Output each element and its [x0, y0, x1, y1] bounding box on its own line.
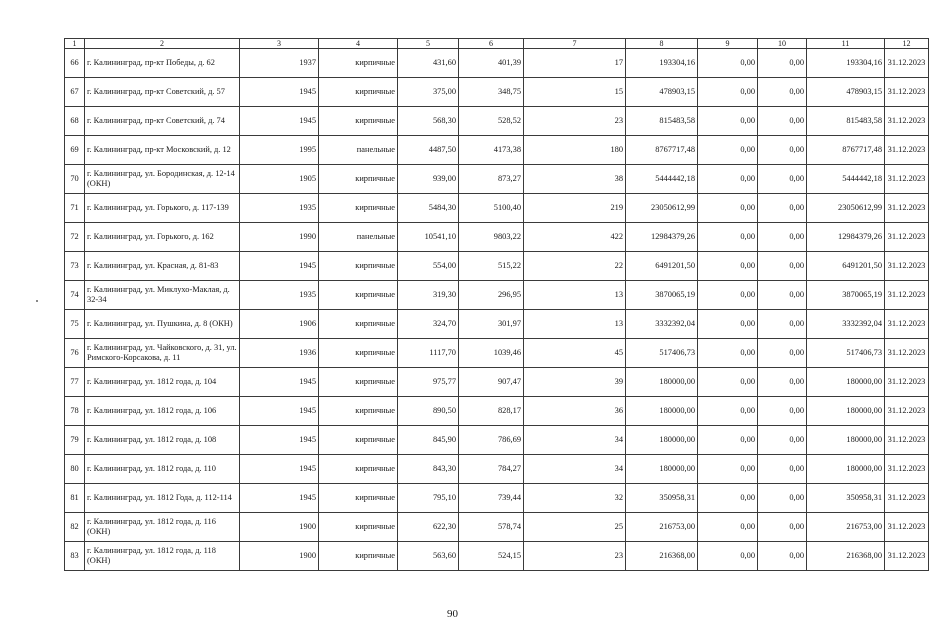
cost-total-cell: 216753,00: [626, 513, 698, 542]
cost-col11-cell: 23050612,99: [807, 194, 885, 223]
address-cell: г. Калининград, ул. 1812 года, д. 118 (ОКН): [85, 542, 240, 571]
total-area-cell: 939,00: [398, 165, 459, 194]
year-built-cell: 1945: [240, 397, 319, 426]
residents-count-cell: 22: [524, 252, 626, 281]
row-number: 72: [65, 223, 85, 252]
row-number: 80: [65, 455, 85, 484]
cost-col9-cell: 0,00: [698, 49, 758, 78]
address-cell: г. Калининград, ул. Горького, д. 162: [85, 223, 240, 252]
cost-total-cell: 815483,58: [626, 107, 698, 136]
year-built-cell: 1905: [240, 165, 319, 194]
wall-material-cell: кирпичные: [319, 368, 398, 397]
address-cell: г. Калининград, пр-кт Московский, д. 12: [85, 136, 240, 165]
completion-date-cell: 31.12.2023: [885, 542, 929, 571]
living-area-cell: 301,97: [459, 310, 524, 339]
cost-total-cell: 12984379,26: [626, 223, 698, 252]
column-number: 3: [240, 39, 319, 49]
address-cell: г. Калининград, ул. 1812 года, д. 110: [85, 455, 240, 484]
table-row: [65, 252, 929, 281]
cost-col10-cell: 0,00: [758, 542, 807, 571]
residents-count-cell: 13: [524, 281, 626, 310]
residents-count-cell: 25: [524, 513, 626, 542]
cost-col9-cell: 0,00: [698, 455, 758, 484]
wall-material-cell: кирпичные: [319, 194, 398, 223]
cost-total-cell: 517406,73: [626, 339, 698, 368]
cost-total-cell: 193304,16: [626, 49, 698, 78]
living-area-cell: 9803,22: [459, 223, 524, 252]
cost-col10-cell: 0,00: [758, 49, 807, 78]
total-area-cell: 5484,30: [398, 194, 459, 223]
completion-date-cell: 31.12.2023: [885, 310, 929, 339]
cost-col10-cell: 0,00: [758, 107, 807, 136]
cost-col9-cell: 0,00: [698, 223, 758, 252]
cost-col10-cell: 0,00: [758, 136, 807, 165]
cost-col10-cell: 0,00: [758, 223, 807, 252]
table-row: [65, 310, 929, 339]
completion-date-cell: 31.12.2023: [885, 455, 929, 484]
total-area-cell: 622,30: [398, 513, 459, 542]
living-area-cell: 1039,46: [459, 339, 524, 368]
address-cell: г. Калининград, ул. 1812 года, д. 104: [85, 368, 240, 397]
living-area-cell: 786,69: [459, 426, 524, 455]
living-area-cell: 739,44: [459, 484, 524, 513]
cost-col10-cell: 0,00: [758, 78, 807, 107]
residents-count-cell: 38: [524, 165, 626, 194]
margin-mark: [36, 300, 38, 302]
row-number: 71: [65, 194, 85, 223]
column-number: 12: [885, 39, 929, 49]
cost-col9-cell: 0,00: [698, 339, 758, 368]
total-area-cell: 319,30: [398, 281, 459, 310]
total-area-cell: 554,00: [398, 252, 459, 281]
cost-col9-cell: 0,00: [698, 513, 758, 542]
row-number: 69: [65, 136, 85, 165]
residents-count-cell: 36: [524, 397, 626, 426]
column-number: 2: [85, 39, 240, 49]
total-area-cell: 845,90: [398, 426, 459, 455]
living-area-cell: 578,74: [459, 513, 524, 542]
residents-count-cell: 17: [524, 49, 626, 78]
table-row: [65, 339, 929, 368]
completion-date-cell: 31.12.2023: [885, 194, 929, 223]
total-area-cell: 795,10: [398, 484, 459, 513]
cost-total-cell: 350958,31: [626, 484, 698, 513]
year-built-cell: 1900: [240, 542, 319, 571]
row-number: 74: [65, 281, 85, 310]
residents-count-cell: 15: [524, 78, 626, 107]
completion-date-cell: 31.12.2023: [885, 426, 929, 455]
living-area-cell: 873,27: [459, 165, 524, 194]
residents-count-cell: 34: [524, 455, 626, 484]
wall-material-cell: кирпичные: [319, 542, 398, 571]
table-row: [65, 165, 929, 194]
total-area-cell: 324,70: [398, 310, 459, 339]
address-cell: г. Калининград, ул. Миклухо-Маклая, д. 32-34: [85, 281, 240, 310]
row-number: 82: [65, 513, 85, 542]
cost-col9-cell: 0,00: [698, 310, 758, 339]
completion-date-cell: 31.12.2023: [885, 136, 929, 165]
cost-col10-cell: 0,00: [758, 397, 807, 426]
column-number: 4: [319, 39, 398, 49]
table-row: [65, 397, 929, 426]
completion-date-cell: 31.12.2023: [885, 368, 929, 397]
completion-date-cell: 31.12.2023: [885, 339, 929, 368]
total-area-cell: 568,30: [398, 107, 459, 136]
column-number: 11: [807, 39, 885, 49]
residents-count-cell: 13: [524, 310, 626, 339]
year-built-cell: 1935: [240, 281, 319, 310]
wall-material-cell: кирпичные: [319, 49, 398, 78]
row-number: 70: [65, 165, 85, 194]
cost-col11-cell: 8767717,48: [807, 136, 885, 165]
table-row: [65, 426, 929, 455]
address-cell: г. Калининград, ул. Горького, д. 117-139: [85, 194, 240, 223]
address-cell: г. Калининград, ул. 1812 года, д. 116 (ОКН): [85, 513, 240, 542]
living-area-cell: 5100,40: [459, 194, 524, 223]
table-row: [65, 107, 929, 136]
wall-material-cell: кирпичные: [319, 252, 398, 281]
cost-col10-cell: 0,00: [758, 310, 807, 339]
living-area-cell: 515,22: [459, 252, 524, 281]
table-row: [65, 455, 929, 484]
cost-col11-cell: 180000,00: [807, 368, 885, 397]
cost-col10-cell: 0,00: [758, 194, 807, 223]
completion-date-cell: 31.12.2023: [885, 165, 929, 194]
completion-date-cell: 31.12.2023: [885, 107, 929, 136]
living-area-cell: 828,17: [459, 397, 524, 426]
residents-count-cell: 32: [524, 484, 626, 513]
year-built-cell: 1995: [240, 136, 319, 165]
residents-count-cell: 180: [524, 136, 626, 165]
year-built-cell: 1945: [240, 368, 319, 397]
cost-col11-cell: 216368,00: [807, 542, 885, 571]
wall-material-cell: кирпичные: [319, 281, 398, 310]
column-number: 1: [65, 39, 85, 49]
year-built-cell: 1945: [240, 107, 319, 136]
column-number: 6: [459, 39, 524, 49]
residents-count-cell: 219: [524, 194, 626, 223]
residents-count-cell: 39: [524, 368, 626, 397]
cost-col11-cell: 3870065,19: [807, 281, 885, 310]
year-built-cell: 1906: [240, 310, 319, 339]
row-number: 75: [65, 310, 85, 339]
wall-material-cell: кирпичные: [319, 455, 398, 484]
cost-col9-cell: 0,00: [698, 281, 758, 310]
address-cell: г. Калининград, ул. Чайковского, д. 31, ул. Римского-Корсакова, д. 11: [85, 339, 240, 368]
living-area-cell: 348,75: [459, 78, 524, 107]
completion-date-cell: 31.12.2023: [885, 49, 929, 78]
table-row: [65, 194, 929, 223]
completion-date-cell: 31.12.2023: [885, 397, 929, 426]
table-row: [65, 484, 929, 513]
column-number: 7: [524, 39, 626, 49]
address-cell: г. Калининград, ул. 1812 Года, д. 112-114: [85, 484, 240, 513]
cost-col9-cell: 0,00: [698, 484, 758, 513]
cost-col11-cell: 5444442,18: [807, 165, 885, 194]
living-area-cell: 524,15: [459, 542, 524, 571]
year-built-cell: 1936: [240, 339, 319, 368]
living-area-cell: 4173,38: [459, 136, 524, 165]
wall-material-cell: кирпичные: [319, 513, 398, 542]
completion-date-cell: 31.12.2023: [885, 513, 929, 542]
total-area-cell: 375,00: [398, 78, 459, 107]
wall-material-cell: кирпичные: [319, 78, 398, 107]
wall-material-cell: кирпичные: [319, 397, 398, 426]
living-area-cell: 296,95: [459, 281, 524, 310]
cost-col11-cell: 193304,16: [807, 49, 885, 78]
cost-total-cell: 3870065,19: [626, 281, 698, 310]
completion-date-cell: 31.12.2023: [885, 78, 929, 107]
wall-material-cell: кирпичные: [319, 310, 398, 339]
residents-count-cell: 23: [524, 542, 626, 571]
cost-col10-cell: 0,00: [758, 426, 807, 455]
year-built-cell: 1937: [240, 49, 319, 78]
cost-total-cell: 23050612,99: [626, 194, 698, 223]
completion-date-cell: 31.12.2023: [885, 223, 929, 252]
cost-col9-cell: 0,00: [698, 252, 758, 281]
row-number: 77: [65, 368, 85, 397]
cost-col10-cell: 0,00: [758, 513, 807, 542]
cost-total-cell: 5444442,18: [626, 165, 698, 194]
table-row: [65, 281, 929, 310]
year-built-cell: 1945: [240, 484, 319, 513]
cost-col11-cell: 216753,00: [807, 513, 885, 542]
row-number: 78: [65, 397, 85, 426]
wall-material-cell: панельные: [319, 223, 398, 252]
residents-count-cell: 45: [524, 339, 626, 368]
cost-col9-cell: 0,00: [698, 165, 758, 194]
year-built-cell: 1900: [240, 513, 319, 542]
residents-count-cell: 422: [524, 223, 626, 252]
address-cell: г. Калининград, ул. Красная, д. 81-83: [85, 252, 240, 281]
table-row: [65, 223, 929, 252]
cost-col10-cell: 0,00: [758, 455, 807, 484]
cost-col10-cell: 0,00: [758, 484, 807, 513]
living-area-cell: 528,52: [459, 107, 524, 136]
cost-col11-cell: 180000,00: [807, 455, 885, 484]
living-area-cell: 784,27: [459, 455, 524, 484]
cost-total-cell: 180000,00: [626, 455, 698, 484]
living-area-cell: 401,39: [459, 49, 524, 78]
cost-col9-cell: 0,00: [698, 542, 758, 571]
living-area-cell: 907,47: [459, 368, 524, 397]
residents-count-cell: 23: [524, 107, 626, 136]
row-number: 73: [65, 252, 85, 281]
cost-col11-cell: 517406,73: [807, 339, 885, 368]
year-built-cell: 1945: [240, 252, 319, 281]
row-number: 83: [65, 542, 85, 571]
address-cell: г. Калининград, пр-кт Советский, д. 57: [85, 78, 240, 107]
total-area-cell: 431,60: [398, 49, 459, 78]
year-built-cell: 1945: [240, 426, 319, 455]
cost-col11-cell: 350958,31: [807, 484, 885, 513]
housing-register-table: [64, 38, 929, 571]
table-row: [65, 542, 929, 571]
cost-col10-cell: 0,00: [758, 252, 807, 281]
cost-total-cell: 180000,00: [626, 426, 698, 455]
address-cell: г. Калининград, ул. 1812 года, д. 108: [85, 426, 240, 455]
cost-total-cell: 478903,15: [626, 78, 698, 107]
page-number: 90: [447, 608, 458, 620]
cost-col11-cell: 478903,15: [807, 78, 885, 107]
cost-col9-cell: 0,00: [698, 426, 758, 455]
address-cell: г. Калининград, пр-кт Советский, д. 74: [85, 107, 240, 136]
row-number: 67: [65, 78, 85, 107]
cost-total-cell: 8767717,48: [626, 136, 698, 165]
cost-col9-cell: 0,00: [698, 107, 758, 136]
column-number: 10: [758, 39, 807, 49]
table-row: [65, 136, 929, 165]
cost-col9-cell: 0,00: [698, 194, 758, 223]
cost-col11-cell: 12984379,26: [807, 223, 885, 252]
row-number: 76: [65, 339, 85, 368]
total-area-cell: 10541,10: [398, 223, 459, 252]
total-area-cell: 1117,70: [398, 339, 459, 368]
total-area-cell: 975,77: [398, 368, 459, 397]
year-built-cell: 1945: [240, 455, 319, 484]
column-number: 5: [398, 39, 459, 49]
completion-date-cell: 31.12.2023: [885, 281, 929, 310]
wall-material-cell: кирпичные: [319, 165, 398, 194]
column-number: 8: [626, 39, 698, 49]
cost-col9-cell: 0,00: [698, 78, 758, 107]
total-area-cell: 563,60: [398, 542, 459, 571]
cost-col10-cell: 0,00: [758, 165, 807, 194]
cost-col11-cell: 6491201,50: [807, 252, 885, 281]
wall-material-cell: кирпичные: [319, 484, 398, 513]
cost-col10-cell: 0,00: [758, 339, 807, 368]
completion-date-cell: 31.12.2023: [885, 484, 929, 513]
year-built-cell: 1935: [240, 194, 319, 223]
total-area-cell: 890,50: [398, 397, 459, 426]
cost-total-cell: 180000,00: [626, 397, 698, 426]
cost-total-cell: 216368,00: [626, 542, 698, 571]
wall-material-cell: кирпичные: [319, 339, 398, 368]
cost-col9-cell: 0,00: [698, 397, 758, 426]
wall-material-cell: кирпичные: [319, 426, 398, 455]
residents-count-cell: 34: [524, 426, 626, 455]
row-number: 81: [65, 484, 85, 513]
table-row: [65, 49, 929, 78]
total-area-cell: 4487,50: [398, 136, 459, 165]
table-row: [65, 368, 929, 397]
cost-col11-cell: 180000,00: [807, 426, 885, 455]
cost-total-cell: 3332392,04: [626, 310, 698, 339]
cost-col11-cell: 3332392,04: [807, 310, 885, 339]
table-row: [65, 513, 929, 542]
year-built-cell: 1990: [240, 223, 319, 252]
cost-total-cell: 6491201,50: [626, 252, 698, 281]
completion-date-cell: 31.12.2023: [885, 252, 929, 281]
row-number: 68: [65, 107, 85, 136]
row-number: 79: [65, 426, 85, 455]
address-cell: г. Калининград, пр-кт Победы, д. 62: [85, 49, 240, 78]
cost-col9-cell: 0,00: [698, 368, 758, 397]
cost-col11-cell: 815483,58: [807, 107, 885, 136]
wall-material-cell: панельные: [319, 136, 398, 165]
cost-col11-cell: 180000,00: [807, 397, 885, 426]
row-number: 66: [65, 49, 85, 78]
address-cell: г. Калининград, ул. Бородинская, д. 12-14 (ОКН): [85, 165, 240, 194]
cost-col10-cell: 0,00: [758, 281, 807, 310]
total-area-cell: 843,30: [398, 455, 459, 484]
column-number: 9: [698, 39, 758, 49]
cost-total-cell: 180000,00: [626, 368, 698, 397]
table-row: [65, 78, 929, 107]
year-built-cell: 1945: [240, 78, 319, 107]
cost-col10-cell: 0,00: [758, 368, 807, 397]
address-cell: г. Калининград, ул. Пушкина, д. 8 (ОКН): [85, 310, 240, 339]
address-cell: г. Калининград, ул. 1812 года, д. 106: [85, 397, 240, 426]
column-number-header-row: [65, 39, 929, 49]
cost-col9-cell: 0,00: [698, 136, 758, 165]
wall-material-cell: кирпичные: [319, 107, 398, 136]
